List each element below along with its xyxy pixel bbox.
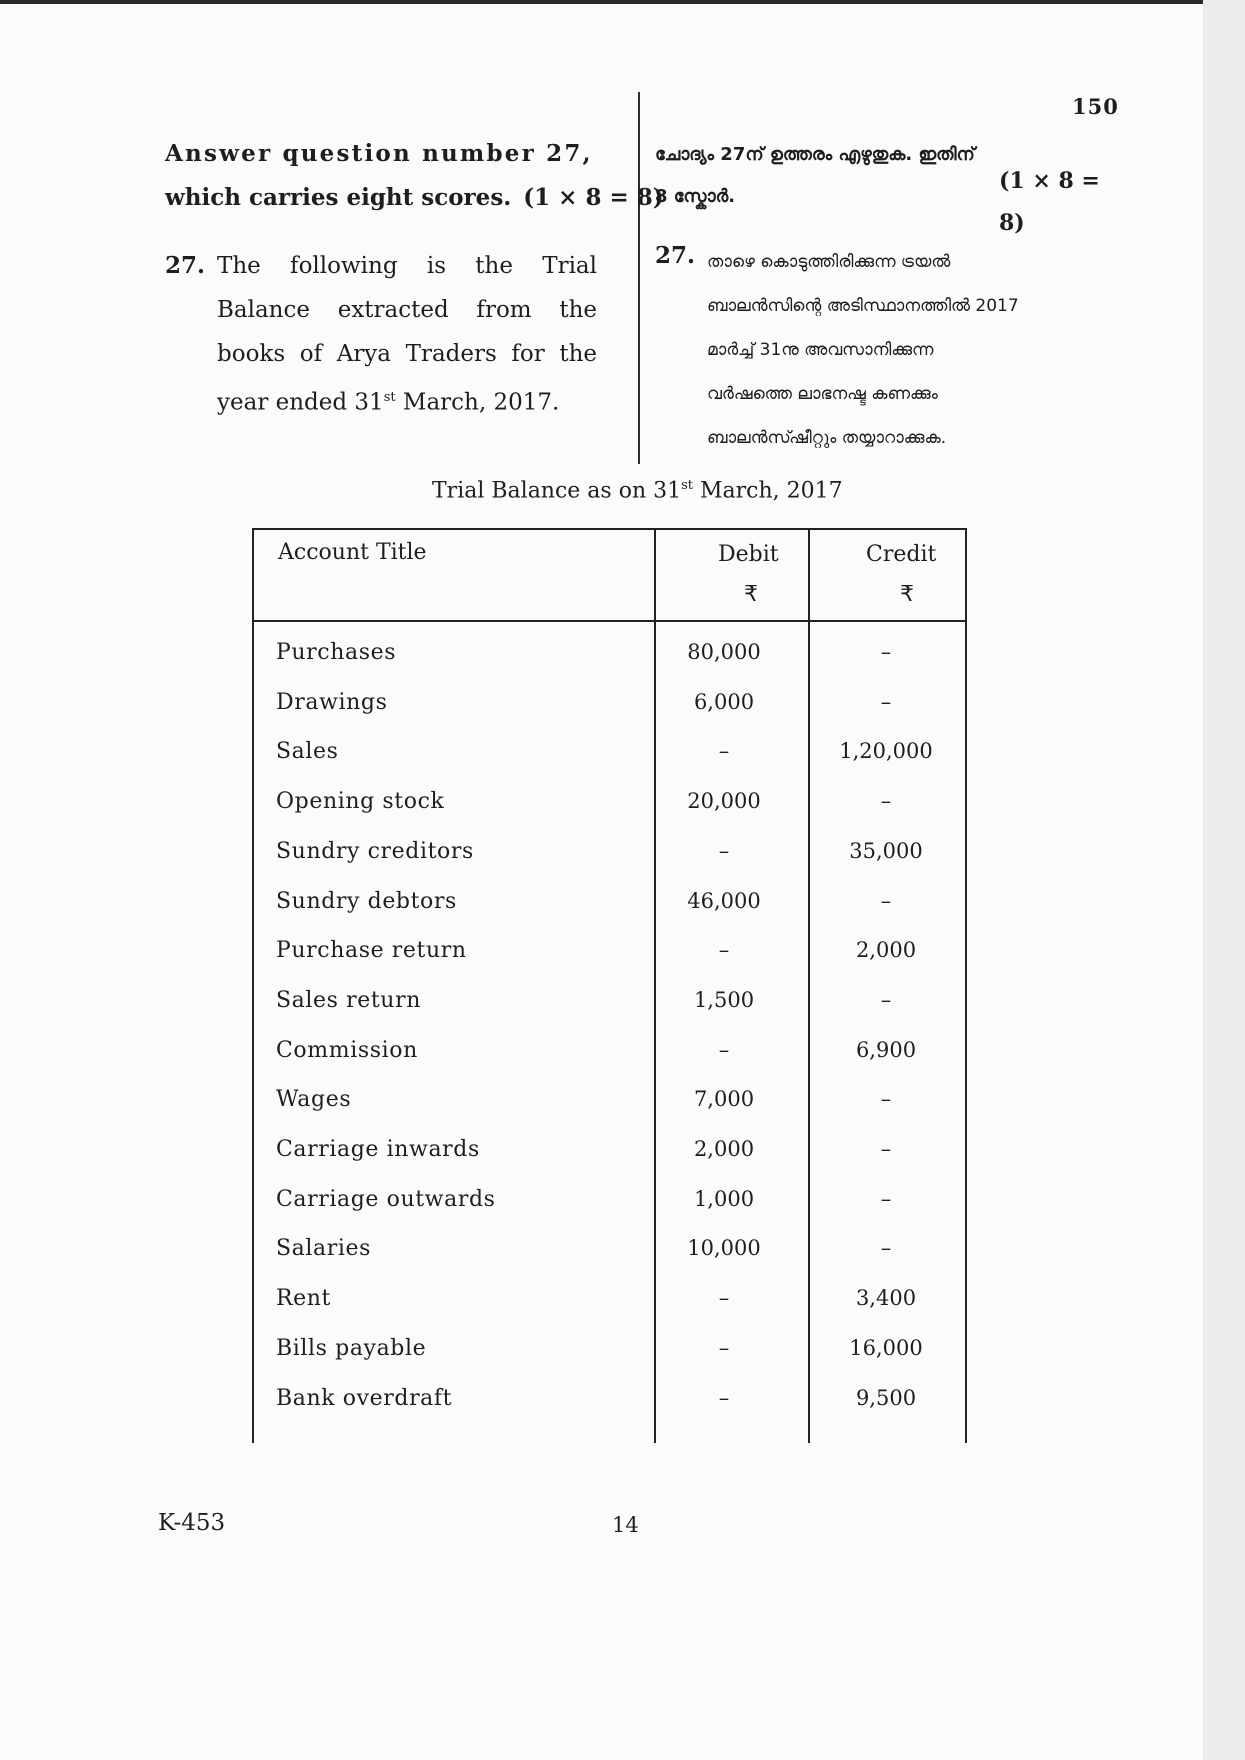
credit-cell: – [880,640,892,664]
debit-cell: 46,000 [687,888,761,913]
column-divider [638,92,640,464]
account-cell: Carriage outwards [276,1186,496,1212]
ml-question-line: മാർച്ച് 31നു അവസാനിക്കുന്ന [707,340,934,360]
debit-cell: – [718,1335,730,1360]
footer-page-number: 14 [612,1513,639,1537]
page-edge [1203,0,1245,1760]
question-number: 27. [165,252,206,279]
account-cell: Sales [276,739,339,765]
credit-cell: – [880,1236,892,1261]
page-number: 150 [1072,94,1119,119]
table-row [252,1137,967,1187]
debit-cell: – [718,739,730,764]
credit-cell: 2,000 [855,938,917,963]
ml-instruction-line-1: ചോദ്യം 27ന് ഉത്തരം എഴുതുക. ഇതിന് [655,144,975,165]
debit-cell: – [718,1385,730,1410]
table-row [252,938,967,988]
top-border [0,0,1245,4]
header-credit: Credit [866,542,937,567]
debit-cell: – [718,838,730,863]
account-cell: Purchase return [276,938,467,964]
rupee-icon: ₹ [900,582,914,607]
credit-cell: – [880,689,892,714]
account-cell: Rent [276,1286,331,1312]
table-top-border [252,528,967,530]
table-row [252,1087,967,1137]
ml-question-text [707,240,1107,460]
credit-cell: – [880,888,892,913]
debit-cell: 1,500 [693,987,755,1012]
question-line-year: year ended 31st March, 2017. [217,389,560,416]
table-row [252,690,967,740]
debit-cell: – [718,1037,730,1062]
account-cell: Bank overdraft [276,1385,453,1411]
table-row [252,889,967,939]
credit-cell: – [880,1186,892,1211]
instruction-line-1: Answer question number 27, [165,140,593,167]
table-row [252,1236,967,1286]
account-cell: Carriage inwards [276,1137,480,1162]
table-row [252,988,967,1038]
credit-cell: – [880,789,892,814]
debit-cell: 7,000 [693,1087,755,1112]
question-line: Balance extracted from the [217,297,597,323]
credit-cell: 35,000 [849,838,923,863]
credit-cell: – [880,987,892,1012]
header-account-title: Account Title [278,540,427,565]
credit-cell: – [880,1087,892,1112]
credit-cell: 16,000 [849,1335,923,1360]
english-instruction [165,132,664,220]
question-line: The following is the Trial [217,253,597,279]
account-cell: Purchases [276,640,397,665]
debit-cell: 10,000 [687,1236,761,1261]
malayalam-instruction [655,134,1115,236]
question-text [217,244,597,425]
ml-question-number: 27. [655,242,696,269]
table-row [252,1038,967,1088]
account-cell: Sales return [276,987,421,1013]
paper-code: K-453 [158,1510,226,1536]
debit-cell: – [718,1286,730,1311]
debit-cell: – [718,938,730,963]
table-row [252,1286,967,1336]
credit-cell: – [880,1137,892,1161]
table-row [252,789,967,839]
debit-cell: 20,000 [687,789,761,814]
debit-cell: 80,000 [687,640,761,664]
account-cell: Sundry debtors [276,888,457,914]
account-cell: Opening stock [276,789,445,815]
account-cell: Drawings [276,689,388,715]
debit-cell: 2,000 [693,1137,755,1161]
marks-malayalam: (1 × 8 = 8) [999,168,1100,236]
trial-balance-title: Trial Balance as on 31st March, 2017 [432,478,843,504]
question-line: books of Arya Traders for the [217,341,597,367]
table-row [252,1187,967,1237]
table-row [252,640,967,690]
credit-cell: 3,400 [855,1286,917,1311]
trial-balance-table [252,528,967,1443]
account-cell: Wages [276,1087,352,1113]
table-row [252,1386,967,1436]
table-row [252,739,967,789]
ml-instruction-line-2: 8 സ്കോർ. [655,186,736,207]
table-row [252,839,967,889]
marks-english: (1 × 8 = 8) [523,184,664,211]
account-cell: Bills payable [276,1335,427,1361]
debit-cell: 6,000 [693,689,755,714]
account-cell: Commission [276,1037,418,1063]
credit-cell: 1,20,000 [839,739,933,764]
ml-question-line: വർഷത്തെ ലാഭനഷ്ട കണക്കും [707,384,938,404]
debit-cell: 1,000 [693,1186,755,1211]
credit-cell: 6,900 [855,1037,917,1062]
table-header-border [252,620,967,622]
table-row [252,1336,967,1386]
header-debit: Debit [718,542,779,567]
rupee-icon: ₹ [744,582,758,607]
ml-question-line: ബാലൻസിന്റെ അടിസ്ഥാനത്തിൽ 2017 [707,296,1019,316]
account-cell: Salaries [276,1236,372,1262]
ml-question-line: ബാലൻസ്ഷീറ്റും തയ്യാറാക്കുക. [707,428,947,448]
instruction-line-2: which carries eight scores. [165,184,512,211]
credit-cell: 9,500 [855,1385,917,1410]
ml-question-line: താഴെ കൊടുത്തിരിക്കുന്ന ട്രയൽ [707,252,951,272]
account-cell: Sundry creditors [276,838,474,864]
